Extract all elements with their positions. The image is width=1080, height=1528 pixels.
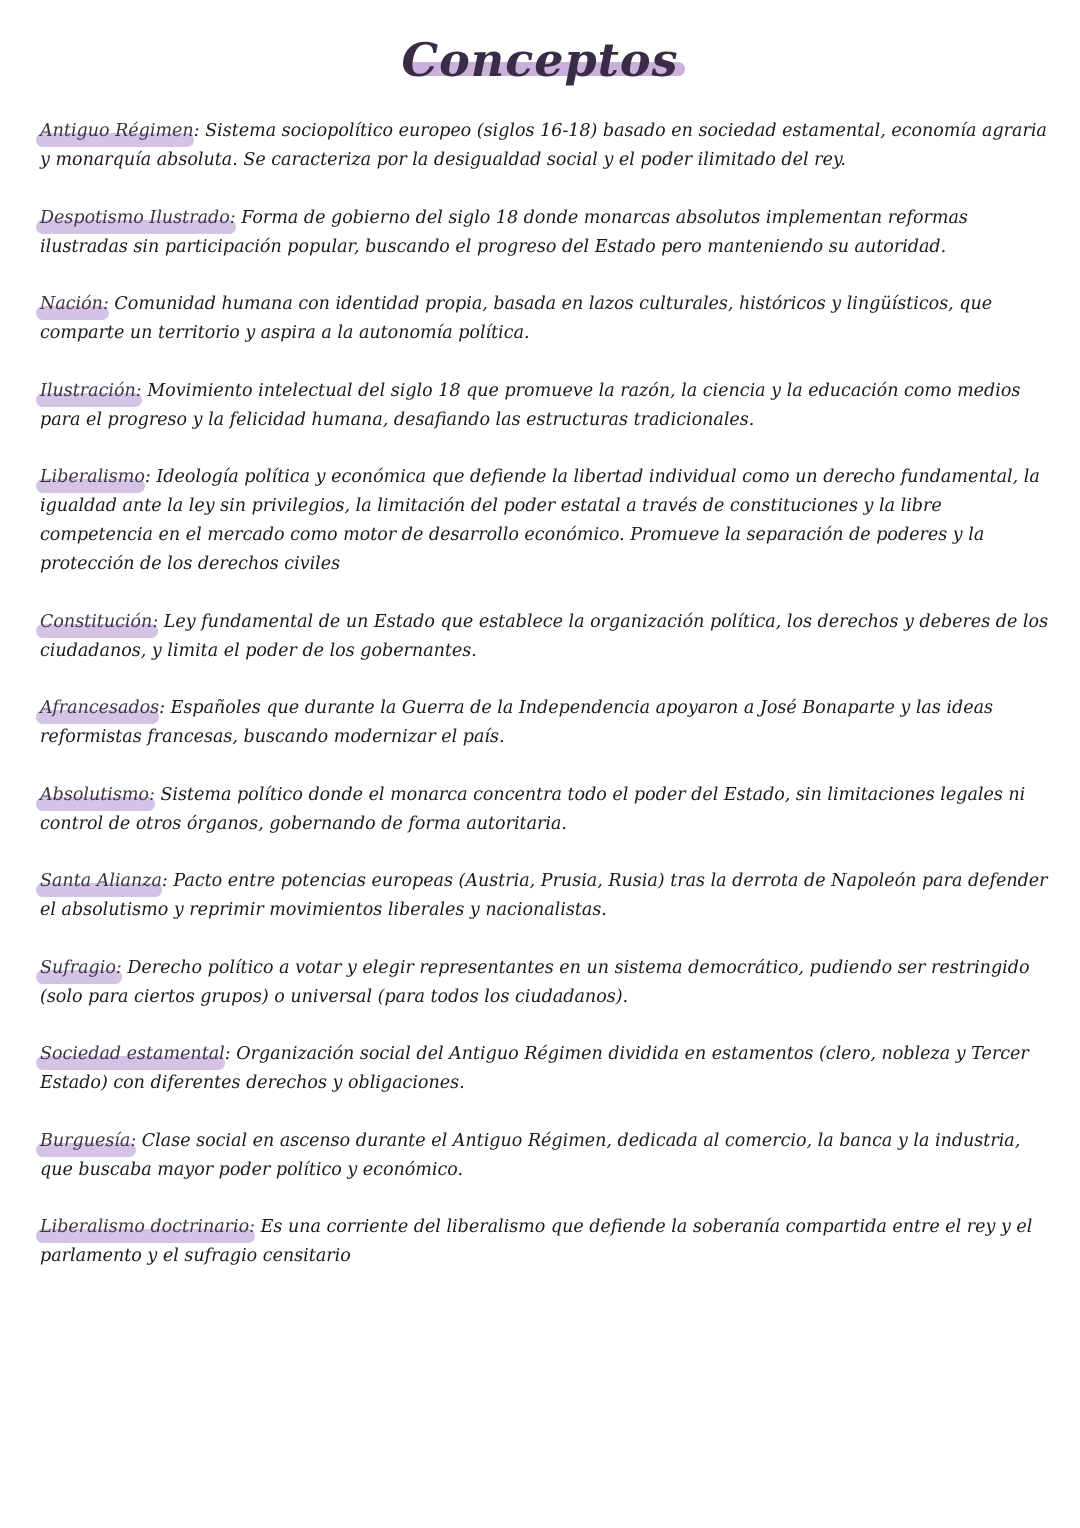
concept-definition: Clase social en ascenso durante el Antiguo Régimen, dedicada al comercio, la banca y la industria, que buscaba mayor poder político y económico. (40, 1130, 1021, 1180)
concept-term: Liberalismo doctrinario: (40, 1217, 255, 1237)
concept-item (40, 204, 1050, 262)
concept-item (40, 1040, 1050, 1098)
concept-term: Constitución: (40, 612, 158, 632)
concept-definition: Comunidad humana con identidad propia, basada en lazos culturales, históricos y lingüísticos, que comparte un territorio y aspira a la autonomía política. (40, 294, 993, 343)
concept-separator: : (193, 121, 200, 141)
concept-definition: Derecho político a votar y elegir representantes en un sistema democrático, pudiendo ser restringido (solo para ciertos grupos) o universal (para todos los ciudadanos). (40, 957, 1030, 1007)
concept-list (40, 117, 1050, 1300)
concept-definition: Organización social del Antiguo Régimen dividida en estamentos (clero, nobleza y Tercer Estado) con diferentes derechos y obligaciones. (40, 1044, 1029, 1093)
concept-item (40, 463, 1050, 579)
concept-term: Liberalismo (40, 467, 145, 487)
concept-term: Ilustración: (40, 381, 142, 401)
concept-definition: Españoles que durante la Guerra de la Independencia apoyaron a José Bonaparte y las ideas reformistas francesas, buscando modernizar el país. (40, 698, 993, 747)
concept-item (40, 608, 1050, 666)
concept-definition: Forma de gobierno del siglo 18 donde monarcas absolutos implementan reformas ilustradas sin participación popular, buscando el progreso del Estado pero manteniendo su autoridad. (40, 207, 968, 257)
concept-separator: : (224, 1044, 231, 1064)
concept-item (40, 694, 1050, 752)
concept-separator: : (159, 698, 166, 718)
concept-term: Santa Alianza (40, 871, 162, 891)
concept-definition: Ideología política y económica que defiende la libertad individual como un derecho fundamental, la igualdad ante la ley sin privilegios, la limitación del poder estatal a través de constituciones y la libre competencia en el mercado como motor de desarrollo económico. Promueve la separación de poderes y la protección de los derechos civiles (40, 467, 1040, 574)
concept-term: Burguesía: (40, 1131, 136, 1151)
concept-definition: Es una corriente del liberalismo que defiende la soberanía compartida entre el rey y el parlamento y el sufragio censitario (40, 1217, 1033, 1266)
concept-term: Sociedad estamental (40, 1044, 225, 1064)
concept-term: Sufragio: (40, 958, 122, 978)
concept-separator: : (144, 467, 151, 487)
concept-definition: Movimiento intelectual del siglo 18 que promueve la razón, la ciencia y la educación como medios para el progreso y la felicidad humana, desafiando las estructuras tradicionales. (40, 380, 1021, 430)
concept-term: Antiguo Régimen (40, 121, 194, 141)
concept-item (40, 781, 1050, 839)
concept-separator: : (161, 871, 168, 891)
concept-definition: Sistema sociopolítico europeo (siglos 16-18) basado en sociedad estamental, economía agraria y monarquía absoluta. Se caracteriza por la desigualdad social y el poder ilimitado del rey. (40, 121, 1047, 170)
concept-item (40, 290, 1050, 348)
concept-item (40, 867, 1050, 925)
concept-definition: Sistema político donde el monarca concentra todo el poder del Estado, sin limitaciones legales ni control de otros órganos, gobernando de forma autoritaria. (40, 784, 1026, 834)
concept-term: Afrancesados (40, 698, 159, 718)
concept-item (40, 1213, 1050, 1271)
concept-item (40, 117, 1050, 175)
concept-definition: Ley fundamental de un Estado que establece la organización política, los derechos y deberes de los ciudadanos, y limita el poder de los gobernantes. (40, 611, 1049, 661)
concept-term: Absolutismo: (40, 785, 155, 805)
concept-item (40, 1127, 1050, 1185)
concept-item (40, 377, 1050, 435)
title-container (0, 30, 1080, 90)
concept-term: Despotismo Ilustrado: (40, 208, 236, 228)
concept-term: Nación: (40, 294, 109, 314)
concept-item (40, 954, 1050, 1012)
page-title: Conceptos (401, 30, 678, 90)
concept-definition: Pacto entre potencias europeas (Austria, Prusia, Rusia) tras la derrota de Napoleón para defender el absolutismo y reprimir movimientos liberales y nacionalistas. (40, 871, 1048, 920)
